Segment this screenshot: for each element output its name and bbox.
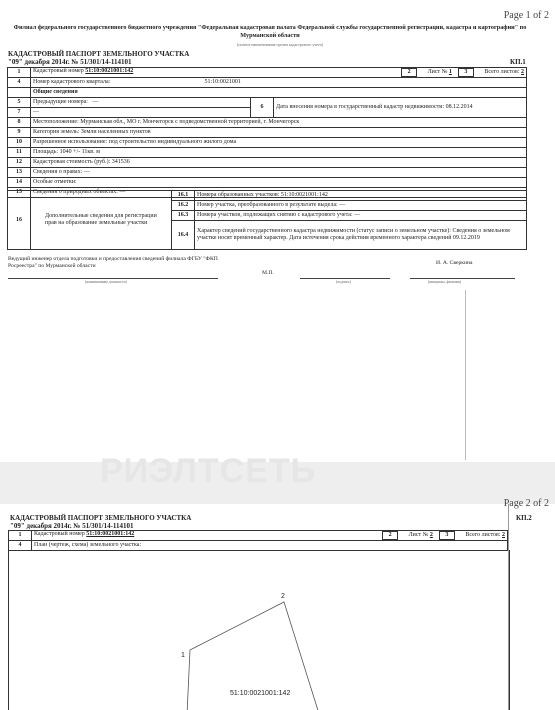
registration-date: 08.12.2014 xyxy=(445,104,473,110)
document-title: КАДАСТРОВЫЙ ПАСПОРТ ЗЕМЕЛЬНОГО УЧАСТКА xyxy=(8,50,190,58)
passport-table-1 xyxy=(7,67,527,198)
signer-role: Ведущий инженер отдела подготовки и предоставления сведений филиала ФГБУ "ФКП Росреестра" по Мурманской области xyxy=(8,256,218,269)
table-row: 16.3 Номера участков, подлежащих снятию с кадастрового учета: — xyxy=(8,211,527,221)
table-row: 8 Местоположение: Мурманская обл., МО г. Мончегорск с подведомственной территорией, г. Мончегорск xyxy=(8,118,527,128)
document-date-number: "09" декабря 2014г. № 51/301/14-114101 xyxy=(8,58,132,66)
section-general: Общие сведения xyxy=(31,88,527,98)
cadastral-quarter-value: 51:10:0021001 xyxy=(204,79,241,85)
watermark: РИЭЛТСЕТЬ xyxy=(100,452,317,490)
table-row: 12 Кадастровая стоимость (руб.): 341536 xyxy=(8,158,527,168)
cadastral-number-value: 51:10:0021001:142 xyxy=(85,68,134,74)
table-row xyxy=(8,88,527,98)
plan-label: План (чертеж, схема) земельного участка: xyxy=(32,541,508,551)
location: Местоположение: Мурманская обл., МО г. Мончегорск с подведомственной территорией, г. Мончегорск xyxy=(31,118,527,128)
table-row: 4 Номер кадастрового квартала: 51:10:0021001 xyxy=(8,78,527,88)
table-row: 13 Сведения о правах: — xyxy=(8,168,527,178)
table-row: 15 Сведения о природных объектах: — xyxy=(8,188,527,198)
role-caption: (наименование должности) xyxy=(85,280,127,284)
point-label-1: 1 xyxy=(181,652,185,659)
document-title: КАДАСТРОВЫЙ ПАСПОРТ ЗЕМЕЛЬНОГО УЧАСТКА xyxy=(10,514,192,522)
rights-info: Сведения о правах: — xyxy=(31,168,527,178)
passport-table-2 xyxy=(8,530,508,551)
table-row: 5 Предыдущие номера: — 6 Дата внесения номера в государственный кадастр недвижимости: 08.12.2014 xyxy=(8,98,527,108)
special-notes: Особые отметки: xyxy=(31,178,527,188)
issuing-organization: Филиал федерального государственного бюджетного учреждения "Федеральная кадастровая палата Федеральной службы государственной регистрации, кадастра и картографии" по Мурманской области xyxy=(13,24,527,39)
table-row: 4 План (чертеж, схема) земельного участка: xyxy=(9,541,508,551)
page-indicator: Page 2 of 2 xyxy=(503,498,549,509)
document-date-number: "09" декабря 2014г. № 51/301/14-114101 xyxy=(10,522,134,530)
stamp-place: М.П. xyxy=(262,270,274,276)
table-row: 16 Дополнительные сведения для регистрации прав на образование земельные участки 16.1 Номера образованных участков: 51:10:0021001:142 xyxy=(8,191,527,201)
name-caption: (инициалы, фамилия) xyxy=(428,280,462,284)
table-row: 16.2 Номер участка, преобразованного в результате выдела: — xyxy=(8,201,527,211)
table-row: 10 Разрешенное использование: под строительство индивидуального жилого дома xyxy=(8,138,527,148)
point-label-2: 2 xyxy=(281,593,285,600)
area: Площадь: 1040 +/- 11кв. м xyxy=(31,148,527,158)
signature-caption: (подпись) xyxy=(336,280,351,284)
form-code: КП.2 xyxy=(516,514,532,522)
page-indicator: Page 1 of 2 xyxy=(503,10,549,21)
document-page-2 xyxy=(0,498,555,710)
table-row: 7 — xyxy=(8,108,527,118)
table-row: 9 Категория земель: Земли населенных пунктов xyxy=(8,128,527,138)
form-code: КП.1 xyxy=(510,58,526,66)
permitted-use: Разрешенное использование: под строительство индивидуального жилого дома xyxy=(31,138,527,148)
land-category: Категория земель: Земли населенных пунктов xyxy=(31,128,527,138)
cadastral-value: Кадастровая стоимость (руб.): 341536 xyxy=(31,158,527,168)
signer-name: И. А. Сверкина xyxy=(436,260,473,266)
table-row: 1 Кадастровый номер 51:10:0021001:142 2 Лист № 1 3 Всего листов: 2 xyxy=(8,68,527,78)
parcel-plan xyxy=(30,564,520,710)
additional-info-label: Дополнительные сведения для регистрации прав на образование земельные участки xyxy=(31,191,172,250)
table-row: 14 Особые отметки: xyxy=(8,178,527,188)
organization-caption: (полное наименование органа кадастрового учета) xyxy=(236,42,324,47)
parcel-number-label: 51:10:0021001:142 xyxy=(230,690,291,697)
passport-table-16 xyxy=(7,190,527,250)
table-row: 16.4 Характер сведений государственного кадастра недвижимости (статус записи о земельном участке): Сведения о земельном участке носят временный характер. Дата истечения срока действия временного характера сведений 09.12.2019 xyxy=(8,221,527,250)
cadastral-number-label: Кадастровый номер xyxy=(33,68,84,74)
table-row: 1 Кадастровый номер 51:10:0021001:142 2 Лист № 2 3 Всего листов: 2 xyxy=(9,531,508,541)
natural-objects: Сведения о природных объектах: — xyxy=(31,188,527,198)
cadastral-number-value: 51:10:0021001:142 xyxy=(86,531,135,537)
table-row: 11 Площадь: 1040 +/- 11кв. м xyxy=(8,148,527,158)
